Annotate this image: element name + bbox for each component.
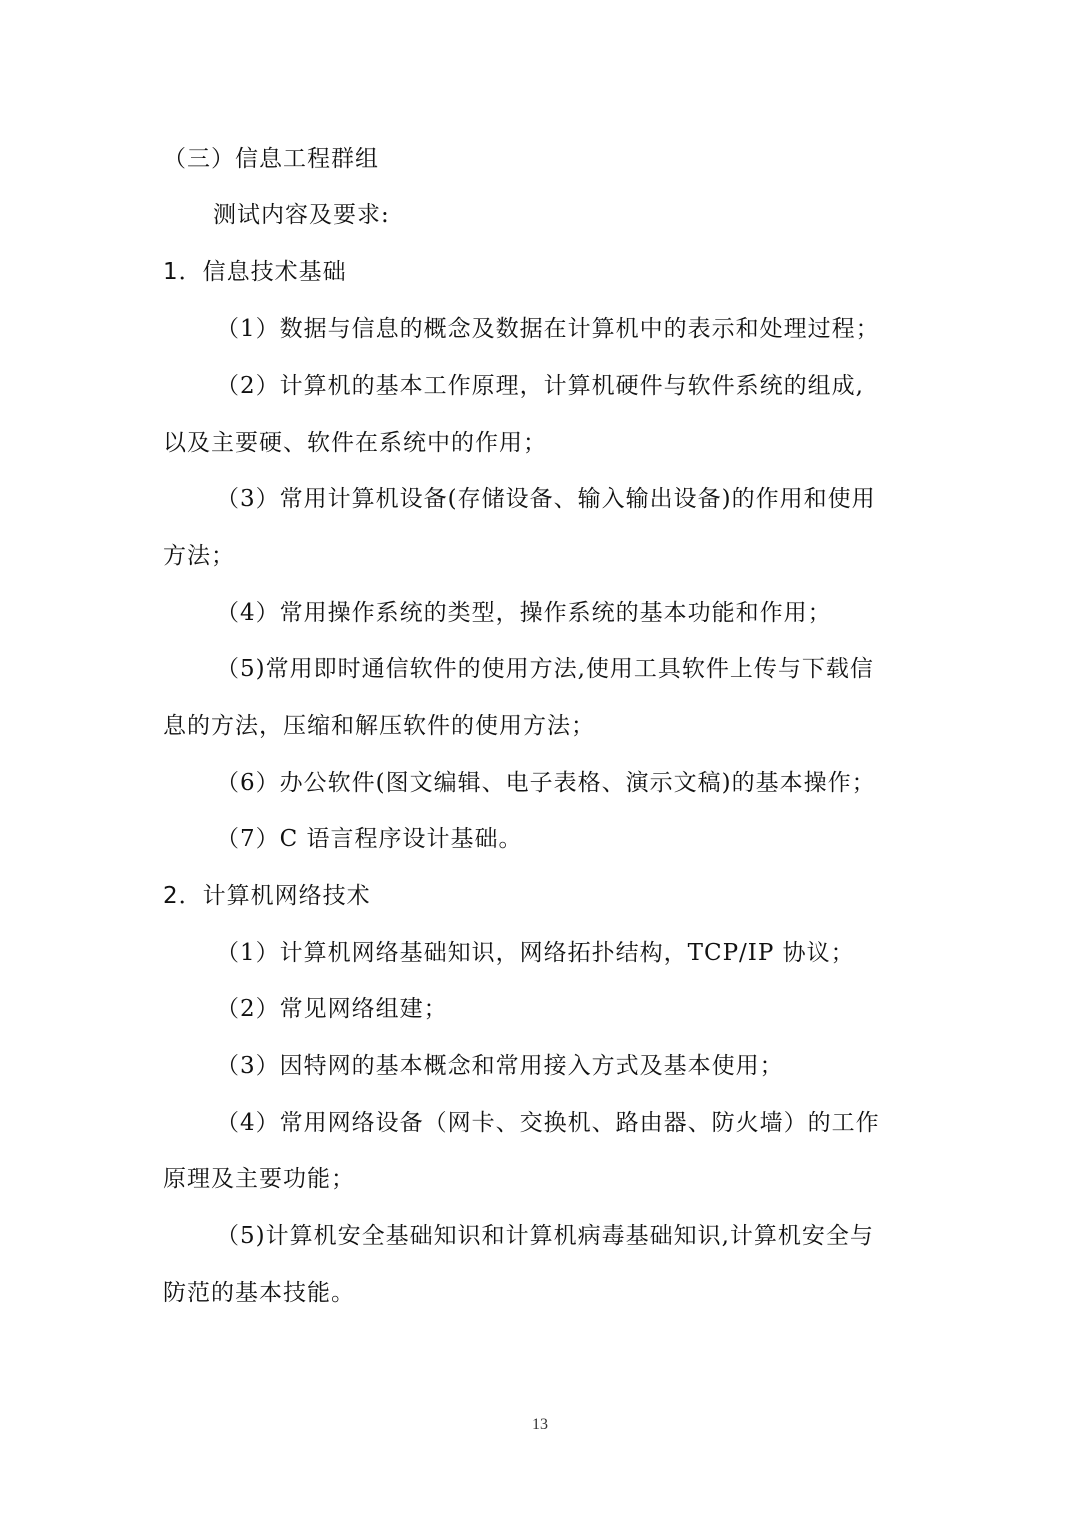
- topic-1-item-5-continued: 息的方法，压缩和解压软件的使用方法；: [163, 713, 595, 739]
- topic-2-item-2: （2）常见网络组建；: [216, 996, 448, 1022]
- topic-heading-2: 2．计算机网络技术: [163, 883, 371, 909]
- topic-heading-1: 1．信息技术基础: [163, 259, 347, 285]
- topic-2-item-1: （1）计算机网络基础知识，网络拓扑结构，TCP/IP 协议；: [216, 940, 855, 966]
- topic-2-item-5-continued: 防范的基本技能。: [163, 1280, 355, 1306]
- topic-1-item-3: （3）常用计算机设备(存储设备、输入输出设备)的作用和使用: [216, 486, 876, 512]
- topic-2-item-4-continued: 原理及主要功能；: [163, 1166, 355, 1192]
- section-title: （三）信息工程群组: [163, 146, 379, 172]
- topic-1-item-7: （7）C 语言程序设计基础。: [216, 826, 523, 852]
- topic-2-item-4: （4）常用网络设备（网卡、交换机、路由器、防火墙）的工作: [216, 1110, 880, 1136]
- topic-1-item-1: （1）数据与信息的概念及数据在计算机中的表示和处理过程；: [216, 316, 880, 342]
- topic-1-item-2-continued: 以及主要硬、软件在系统中的作用；: [163, 430, 547, 456]
- topic-1-item-3-continued: 方法；: [163, 543, 235, 569]
- topic-1-item-2: （2）计算机的基本工作原理，计算机硬件与软件系统的组成,: [216, 373, 864, 399]
- topic-2-item-3: （3）因特网的基本概念和常用接入方式及基本使用；: [216, 1053, 784, 1079]
- page-number: 13: [532, 1416, 548, 1433]
- topic-2-item-5: （5)计算机安全基础知识和计算机病毒基础知识,计算机安全与: [216, 1223, 874, 1249]
- topic-1-item-6: （6）办公软件(图文编辑、电子表格、演示文稿)的基本操作；: [216, 770, 876, 796]
- intro-text: 测试内容及要求:: [213, 202, 390, 228]
- topic-1-item-5: （5)常用即时通信软件的使用方法,使用工具软件上传与下载信: [216, 656, 874, 682]
- topic-1-item-4: （4）常用操作系统的类型，操作系统的基本功能和作用；: [216, 600, 832, 626]
